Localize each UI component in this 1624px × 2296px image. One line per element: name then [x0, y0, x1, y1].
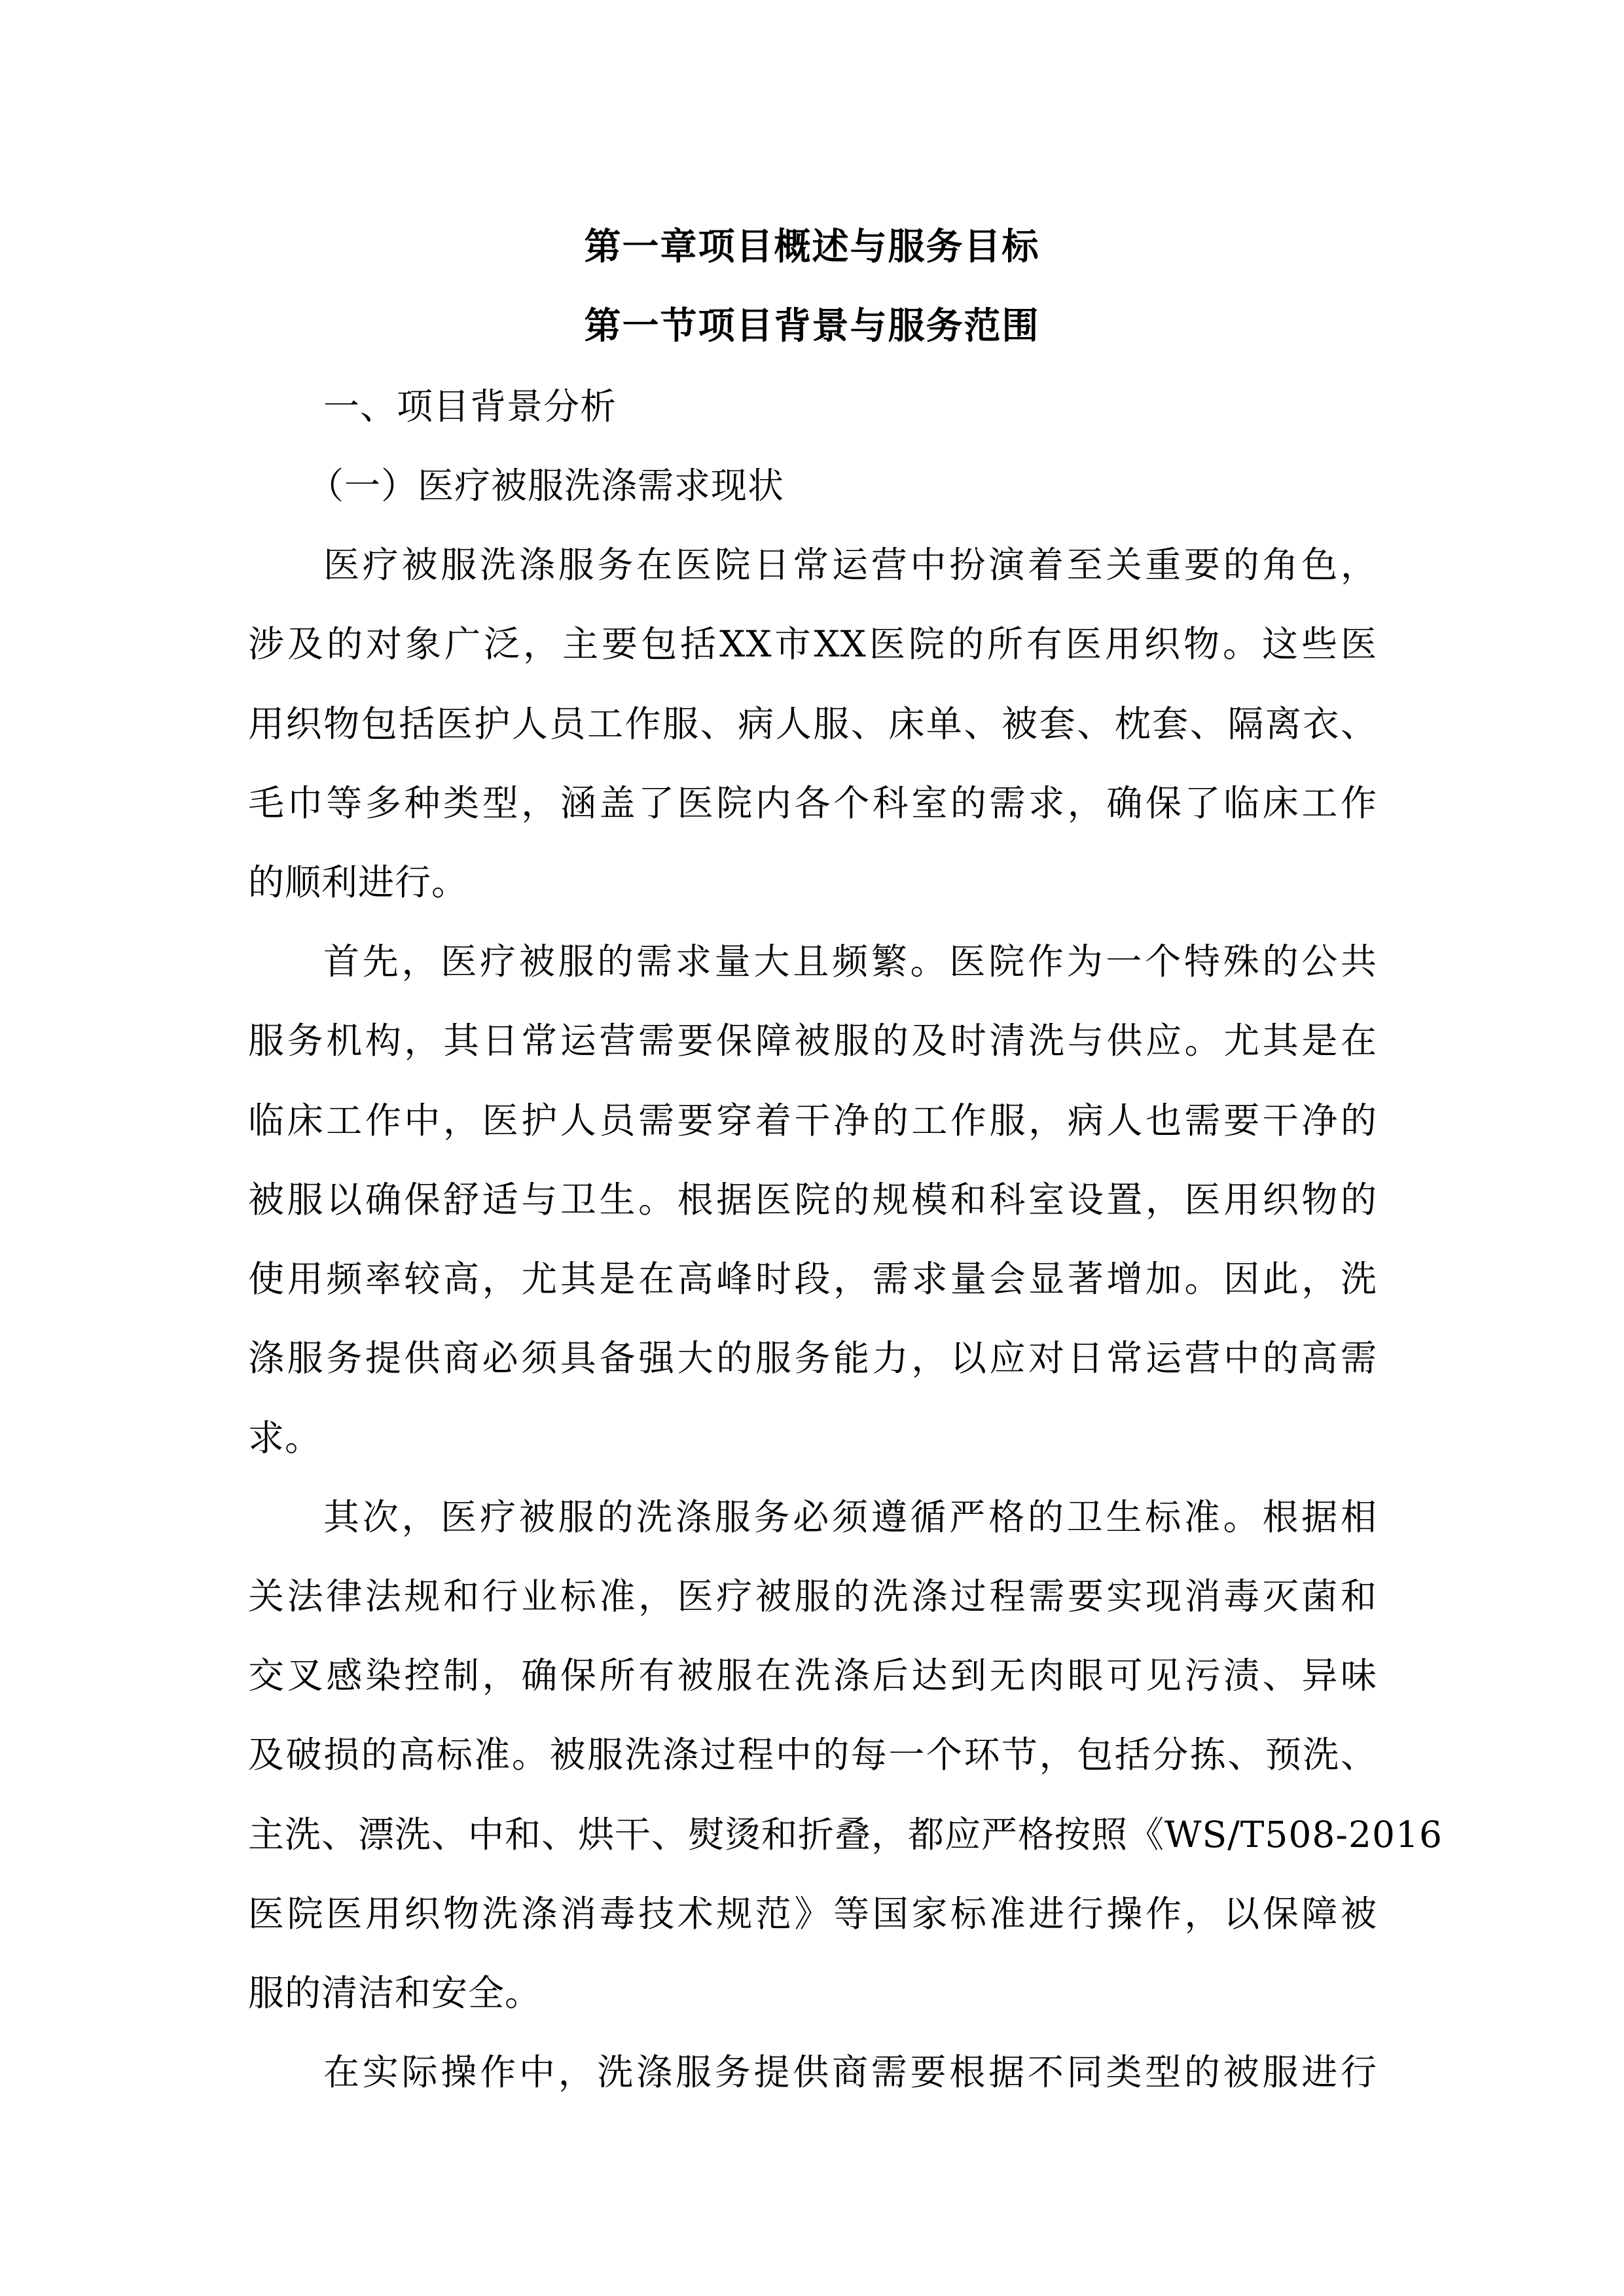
paragraph-1-line-1: 医疗被服洗涤服务在医院日常运营中扮演着至关重要的角色， [323, 544, 1377, 586]
paragraph-1-line-2: 涉及的对象广泛，主要包括XX市XX医院的所有医用织物。这些医 [248, 623, 1377, 665]
paragraph-4-line-1: 在实际操作中，洗涤服务提供商需要根据不同类型的被服进行 [323, 2051, 1377, 2093]
paragraph-3-line-2: 关法律法规和行业标准，医疗被服的洗涤过程需要实现消毒灭菌和 [248, 1575, 1377, 1617]
paragraph-2-line-4: 被服以确保舒适与卫生。根据医院的规模和科室设置，医用织物的 [248, 1179, 1377, 1221]
paragraph-3-line-1: 其次，医疗被服的洗涤服务必须遵循严格的卫生标准。根据相 [323, 1496, 1377, 1538]
chapter-title: 第一章项目概述与服务目标 [584, 226, 1040, 268]
paragraph-2-line-6: 涤服务提供商必须具备强大的服务能力，以应对日常运营中的高需 [248, 1337, 1377, 1379]
paragraph-1-line-5: 的顺利进行。 [248, 861, 469, 903]
paragraph-1-line-3: 用织物包括医护人员工作服、病人服、床单、被套、枕套、隔离衣、 [248, 703, 1377, 745]
paragraph-3-line-3: 交叉感染控制，确保所有被服在洗涤后达到无肉眼可见污渍、异味 [248, 1655, 1377, 1696]
paragraph-2-line-3: 临床工作中，医护人员需要穿着干净的工作服，病人也需要干净的 [248, 1100, 1377, 1141]
paragraph-3-line-6: 医院医用织物洗涤消毒技术规范》等国家标准进行操作，以保障被 [248, 1893, 1377, 1935]
paragraph-3-line-7: 服的清洁和安全。 [248, 1972, 542, 2014]
paragraph-3-line-4: 及破损的高标准。被服洗涤过程中的每一个环节，包括分拣、预洗、 [248, 1734, 1377, 1776]
paragraph-3-line-5: 主洗、漂洗、中和、烘干、熨烫和折叠，都应严格按照《WS/T508-2016 [248, 1814, 1443, 1856]
paragraph-2-line-7: 求。 [248, 1417, 322, 1459]
paragraph-2-line-1: 首先，医疗被服的需求量大且频繁。医院作为一个特殊的公共 [323, 941, 1377, 982]
paragraph-2-line-2: 服务机构，其日常运营需要保障被服的及时清洗与供应。尤其是在 [248, 1020, 1377, 1062]
heading-level-2: （一）医疗被服洗涤需求现状 [308, 465, 785, 507]
section-title: 第一节项目背景与服务范围 [584, 305, 1040, 348]
paragraph-1-line-4: 毛巾等多种类型，涵盖了医院内各个科室的需求，确保了临床工作 [248, 782, 1377, 824]
paragraph-2-line-5: 使用频率较高，尤其是在高峰时段，需求量会显著增加。因此，洗 [248, 1258, 1377, 1300]
heading-level-1: 一、项目背景分析 [323, 386, 617, 427]
